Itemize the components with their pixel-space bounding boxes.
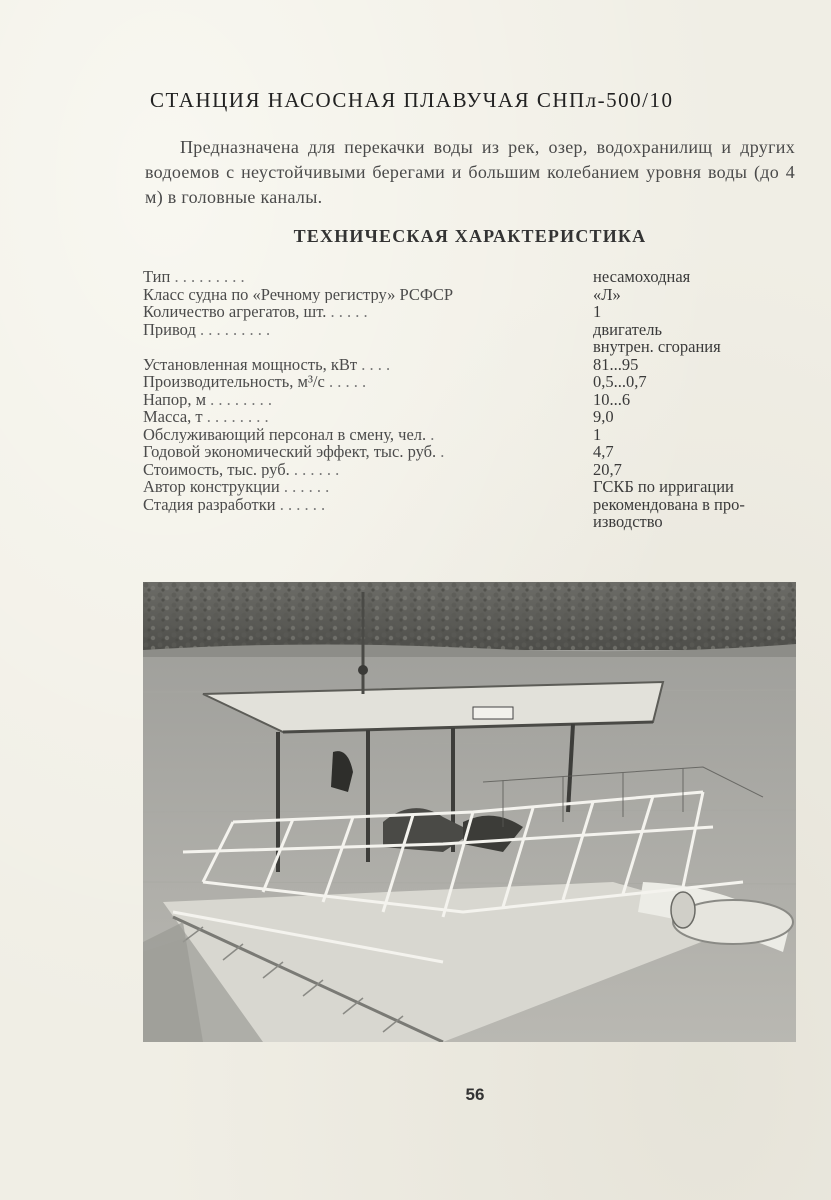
spec-row [143, 408, 803, 426]
spec-row [143, 356, 803, 374]
specs-heading: ТЕХНИЧЕСКАЯ ХАРАКТЕРИСТИКА [293, 226, 647, 246]
spec-value: 20,7 [593, 459, 622, 479]
spec-value: 9,0 [593, 407, 614, 426]
leader-dots: . [426, 425, 435, 443]
leader-dots: . . . . . . [289, 460, 340, 478]
page-title: СТАНЦИЯ НАСОСНАЯ ПЛАВУЧАЯ СНПл-500/10 [150, 88, 674, 112]
leader-dots: . . . . . . [275, 495, 326, 513]
spec-value: внутрен. сгорания [593, 337, 721, 356]
spec-label: Обслуживающий персонал в смену, чел. [143, 425, 427, 443]
spec-row [143, 321, 803, 339]
leader-dots: . . . . . . [279, 478, 330, 496]
spec-row [143, 391, 803, 409]
spec-label: Класс судна по «Речному регистру» РСФСР [143, 285, 454, 303]
leader-dots: . . . . . . . . [206, 390, 273, 408]
spec-label: Производительность, м³/с [143, 373, 325, 391]
spec-row [143, 478, 803, 496]
specs-table [143, 268, 803, 531]
spec-value: 1 [593, 424, 602, 444]
leader-dots: . . . . . . . . [202, 408, 269, 426]
spec-value: 81...95 [593, 354, 639, 374]
spec-row [143, 496, 803, 514]
leader-dots: . . . . . . . . . [195, 320, 271, 338]
spec-label: Установленная мощность, кВт [143, 355, 358, 373]
spec-label: Количество агрегатов, шт. [143, 303, 327, 321]
leader-dots: . . . . . [324, 373, 367, 391]
spec-value: несамоходная [593, 267, 691, 286]
spec-value: ГСКБ по ирригации [593, 477, 734, 496]
spec-value: двигатель [593, 319, 662, 339]
spec-label: Масса, т [143, 408, 203, 426]
spec-label: Автор конструкции [143, 478, 280, 496]
spec-value: «Л» [593, 284, 621, 304]
leader-dots: . . . . . [326, 303, 368, 321]
spec-row [143, 303, 803, 321]
spec-row [143, 338, 803, 356]
spec-label: Стоимость, тыс. руб. [143, 460, 290, 478]
spec-row [143, 286, 803, 304]
leader-dots: . [436, 443, 445, 461]
spec-value: 1 [593, 302, 602, 321]
spec-value: 0,5...0,7 [593, 372, 647, 391]
spec-row [143, 426, 803, 444]
intro-paragraph: Предназначена для перекачки воды из рек, озер, водохранилищ и других водоемов с неустойчивыми берегами и большим колебанием уровня воды (до 4 м) в головные каналы. [145, 137, 795, 207]
spec-label: Напор, м [143, 390, 207, 408]
spec-label: Тип [143, 268, 171, 286]
leader-dots: . . . . [357, 355, 391, 373]
pumping-station-photo [143, 582, 796, 1042]
spec-label: Стадия разработки [143, 495, 276, 513]
leader-dots: . . . . . . . . . [170, 268, 245, 286]
spec-value: изводство [593, 512, 663, 531]
spec-label: Привод [143, 320, 196, 338]
spec-value: рекомендована в про- [593, 494, 745, 514]
spec-value: 10...6 [593, 389, 631, 409]
spec-row [143, 513, 803, 531]
spec-value: 4,7 [593, 442, 614, 461]
page-number: 56 [465, 1085, 485, 1104]
spec-label: Годовой экономический эффект, тыс. руб. [143, 443, 437, 461]
spec-row [143, 461, 803, 479]
spec-row [143, 268, 803, 286]
spec-row [143, 373, 803, 391]
spec-row [143, 443, 803, 461]
